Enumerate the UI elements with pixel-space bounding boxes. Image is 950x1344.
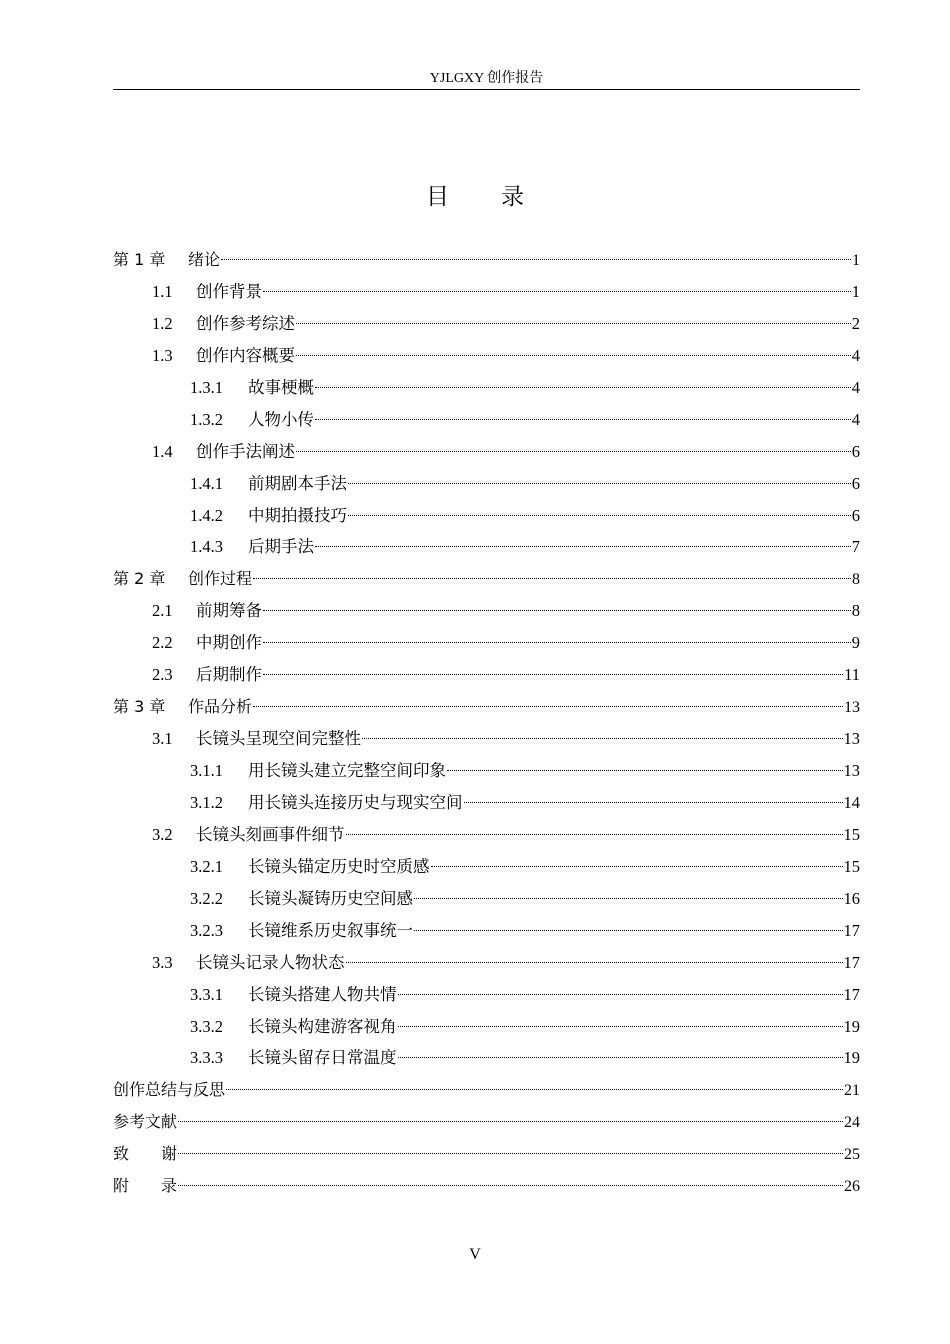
toc-dot-leader: [263, 642, 851, 643]
toc-entry-label: 长镜头留存日常温度: [248, 1048, 397, 1068]
toc-entry-page: 4: [851, 345, 860, 365]
toc-entry-label: 绪论: [188, 250, 221, 269]
toc-entry[interactable]: [113, 468, 860, 500]
toc-entry-number: 3.1.2: [190, 792, 223, 812]
toc-entry-number: 3.2.2: [190, 888, 223, 908]
toc-entry[interactable]: [113, 1138, 860, 1170]
toc-entry-number: 第 2 章: [113, 569, 166, 589]
toc-entry-page: 24: [844, 1114, 860, 1132]
toc-entry-number: 3.2: [152, 824, 173, 844]
toc-dot-leader: [398, 994, 843, 995]
toc-entry-label: 附 录: [113, 1176, 178, 1196]
table-of-contents: [113, 244, 860, 1202]
toc-entry-number: 2.2: [152, 633, 173, 653]
toc-dot-leader: [253, 578, 851, 579]
toc-dot-leader: [447, 770, 843, 771]
toc-dot-leader: [296, 355, 851, 356]
toc-entry-page: 26: [844, 1178, 860, 1196]
toc-dot-leader: [346, 962, 843, 963]
toc-dot-leader: [263, 674, 843, 675]
toc-entry[interactable]: [113, 819, 860, 851]
toc-entry-number: 1.1: [152, 281, 173, 301]
toc-entry-label: 作品分析: [188, 697, 253, 717]
toc-entry-number: 第 1 章: [113, 250, 166, 269]
toc-entry-page: 15: [843, 824, 860, 844]
page-number: V: [469, 1246, 481, 1263]
toc-entry[interactable]: [113, 979, 860, 1011]
toc-entry-label: 长镜头锚定历史时空质感: [248, 856, 430, 876]
toc-entry-label: 参考文献: [113, 1112, 178, 1132]
toc-entry[interactable]: [113, 723, 860, 755]
toc-entry-number: 3.3.2: [190, 1016, 223, 1036]
toc-entry-page: 11: [844, 665, 860, 685]
toc-entry-number: 1.3: [152, 345, 173, 365]
toc-entry-number: 3.3.1: [190, 984, 223, 1004]
toc-entry[interactable]: [113, 436, 860, 468]
toc-entry[interactable]: [113, 1074, 860, 1106]
toc-entry[interactable]: [113, 531, 860, 563]
toc-entry[interactable]: [113, 500, 860, 532]
toc-dot-leader: [296, 451, 851, 452]
toc-entry[interactable]: [113, 276, 860, 308]
toc-entry-label: 中期创作: [196, 633, 262, 653]
running-header: [113, 70, 860, 90]
toc-dot-leader: [178, 1121, 843, 1122]
toc-entry[interactable]: [113, 372, 860, 404]
toc-entry-label: 创作背景: [196, 281, 262, 301]
toc-dot-leader: [178, 1185, 843, 1186]
header-text: YJLGXY 创作报告: [429, 71, 544, 86]
toc-dot-leader: [398, 1026, 843, 1027]
toc-entry-page: 13: [844, 699, 860, 717]
toc-entry-number: 1.4: [152, 441, 173, 461]
toc-dot-leader: [253, 706, 843, 707]
toc-entry-page: 13: [843, 729, 860, 749]
toc-entry[interactable]: [113, 691, 860, 723]
toc-dot-leader: [398, 1057, 843, 1058]
toc-entry-number: 2.1: [152, 601, 173, 621]
toc-dot-leader: [362, 738, 843, 739]
toc-entry-number: 第 3 章: [113, 697, 166, 717]
toc-title: [0, 178, 950, 211]
toc-entry[interactable]: [113, 915, 860, 947]
toc-entry[interactable]: [113, 404, 860, 436]
toc-entry-page: 19: [843, 1048, 860, 1068]
toc-entry-number: 3.1.1: [190, 761, 223, 780]
toc-dot-leader: [263, 291, 851, 292]
toc-entry-label: 长镜头呈现空间完整性: [196, 729, 361, 749]
toc-entry-number: 1.4.3: [190, 537, 223, 557]
toc-entry[interactable]: [113, 244, 860, 276]
toc-entry[interactable]: [113, 1170, 860, 1202]
toc-title-char-1: 目: [426, 184, 449, 210]
toc-entry-page: 6: [851, 473, 860, 493]
toc-entry-label: 长镜头刻画事件细节: [196, 824, 345, 844]
toc-entry-label: 创作参考综述: [196, 313, 295, 333]
toc-entry-number: 1.2: [152, 313, 173, 333]
toc-entry[interactable]: [113, 883, 860, 915]
toc-entry-number: 1.3.2: [190, 409, 223, 429]
toc-dot-leader: [414, 898, 843, 899]
toc-entry-label: 长镜维系历史叙事统一: [248, 920, 413, 940]
toc-entry-label: 故事梗概: [248, 377, 314, 397]
toc-entry-page: 1: [852, 252, 860, 269]
toc-entry-label: 创作总结与反思: [113, 1080, 226, 1100]
toc-dot-leader: [221, 259, 851, 260]
toc-entry-page: 19: [843, 1016, 860, 1036]
toc-dot-leader: [296, 323, 851, 324]
toc-entry[interactable]: [113, 947, 860, 979]
toc-entry-page: 16: [843, 888, 860, 908]
toc-entry-number: 2.3: [152, 665, 173, 685]
toc-entry-label: 创作内容概要: [196, 345, 295, 365]
toc-entry-label: 创作过程: [188, 569, 253, 589]
toc-entry[interactable]: [113, 340, 860, 372]
toc-entry-page: 9: [851, 633, 860, 653]
toc-entry-page: 6: [851, 441, 860, 461]
toc-entry-number: 3.1: [152, 729, 173, 749]
toc-entry-page: 4: [851, 377, 860, 397]
toc-entry-page: 17: [843, 952, 860, 972]
toc-entry[interactable]: [113, 755, 860, 787]
toc-entry-page: 17: [843, 984, 860, 1004]
toc-entry-label: 人物小传: [248, 409, 314, 429]
toc-entry-label: 后期手法: [248, 537, 314, 557]
toc-dot-leader: [315, 387, 851, 388]
toc-entry-page: 8: [852, 571, 860, 589]
toc-entry[interactable]: [113, 1106, 860, 1138]
toc-entry-label: 长镜头凝铸历史空间感: [248, 888, 413, 908]
toc-entry-page: 15: [843, 856, 860, 876]
toc-dot-leader: [348, 483, 851, 484]
toc-entry-label: 长镜头搭建人物共情: [248, 984, 397, 1004]
toc-entry-number: 3.2.1: [190, 856, 223, 876]
toc-entry[interactable]: [113, 659, 860, 691]
toc-entry-label: 前期剧本手法: [248, 473, 347, 493]
toc-entry-number: 1.3.1: [190, 377, 223, 397]
toc-dot-leader: [226, 1089, 843, 1090]
toc-entry-label: 致 谢: [113, 1144, 178, 1164]
toc-dot-leader: [346, 834, 843, 835]
toc-dot-leader: [431, 866, 843, 867]
toc-entry[interactable]: [113, 1011, 860, 1043]
toc-entry-page: 17: [843, 920, 860, 940]
toc-entry-label: 用长镜头建立完整空间印象: [248, 761, 446, 780]
toc-entry[interactable]: [113, 787, 860, 819]
toc-entry-page: 6: [851, 505, 860, 525]
toc-entry-page: 25: [844, 1146, 860, 1164]
toc-entry-number: 3.3.3: [190, 1048, 223, 1068]
toc-entry[interactable]: [113, 308, 860, 340]
toc-entry-label: 长镜头构建游客视角: [248, 1016, 397, 1036]
toc-entry-number: 3.3: [152, 952, 173, 972]
toc-entry-page: 8: [851, 601, 860, 621]
toc-entry[interactable]: [113, 563, 860, 595]
toc-dot-leader: [178, 1153, 843, 1154]
toc-entry-number: 1.4.2: [190, 505, 223, 525]
toc-entry[interactable]: [113, 627, 860, 659]
toc-entry-label: 中期拍摄技巧: [248, 505, 347, 525]
toc-entry-page: 21: [844, 1082, 860, 1100]
toc-entry-page: 13: [843, 761, 860, 780]
toc-entry-page: 1: [851, 281, 860, 301]
toc-entry-page: 2: [851, 313, 860, 333]
toc-entry-page: 4: [851, 409, 860, 429]
toc-title-char-2: 录: [501, 184, 524, 210]
toc-entry-label: 用长镜头连接历史与现实空间: [248, 792, 463, 812]
toc-entry[interactable]: [113, 595, 860, 627]
toc-entry-label: 长镜头记录人物状态: [196, 952, 345, 972]
toc-entry-page: 14: [843, 792, 860, 812]
toc-entry-label: 后期制作: [196, 665, 262, 685]
toc-entry[interactable]: [113, 1042, 860, 1074]
toc-dot-leader: [464, 802, 843, 803]
toc-entry-label: 创作手法阐述: [196, 441, 295, 461]
toc-entry-number: 3.2.3: [190, 920, 223, 940]
toc-dot-leader: [315, 546, 851, 547]
toc-entry[interactable]: [113, 851, 860, 883]
toc-dot-leader: [263, 610, 851, 611]
toc-dot-leader: [414, 930, 843, 931]
toc-entry-number: 1.4.1: [190, 473, 223, 493]
toc-entry-page: 7: [851, 537, 860, 557]
toc-dot-leader: [348, 515, 851, 516]
toc-dot-leader: [315, 419, 851, 420]
toc-entry-label: 前期筹备: [196, 601, 262, 621]
